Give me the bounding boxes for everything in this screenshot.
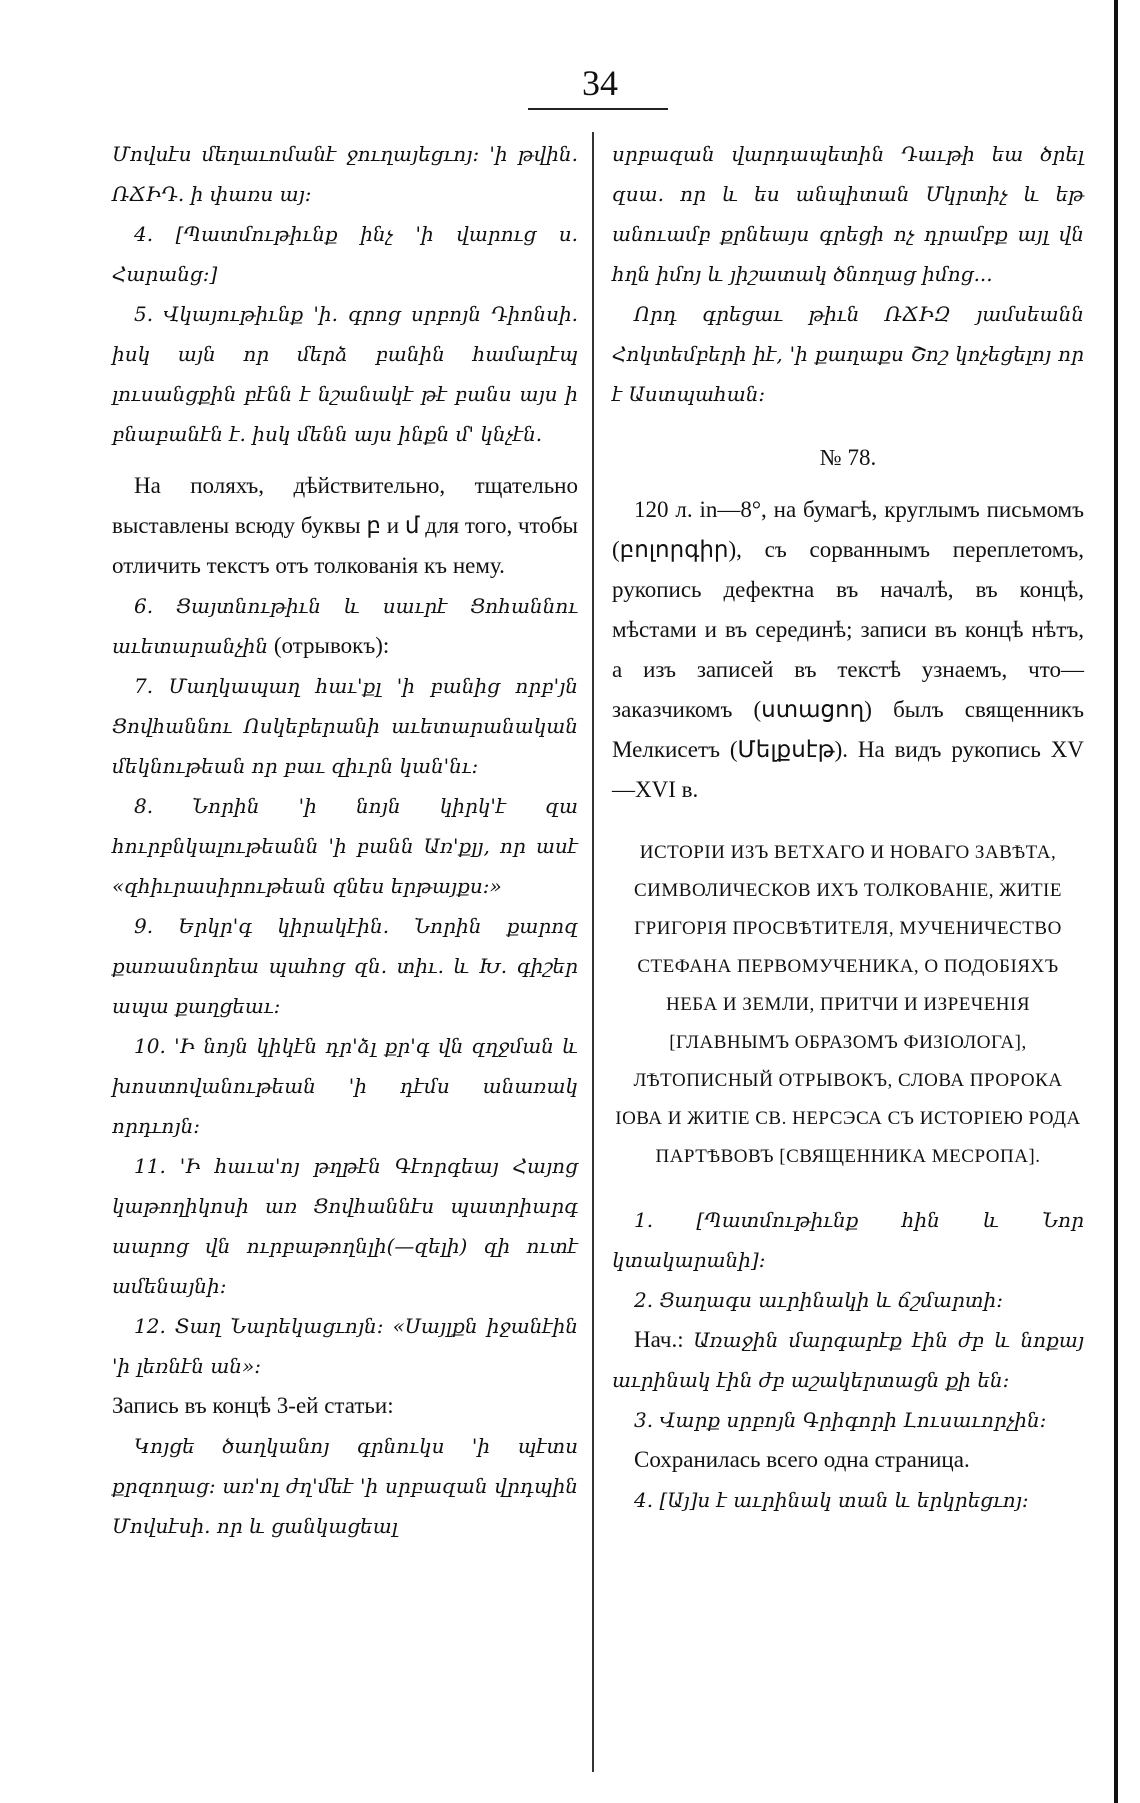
right-paragraph: [612, 1320, 1084, 1400]
left-paragraph: 7. Մաղկապաղ հաւ'քլ 'ի բանից որբ'յն Ցովհաննու Ոսկեբերանի աւետարանական մեկնութեան որ բաւ զիւրն կան'նւ:: [112, 674, 578, 778]
left-paragraph: На поляхъ, дѣйствительно, тщательно выставлены всюду буквы բ и մ для того, чтобы отличить текстъ отъ толкованія къ нему.: [112, 473, 578, 578]
incipit-label: Нач.:: [634, 1327, 694, 1352]
contents-summary: ИСТОРІИ ИЗЪ ВЕТХАГО И НОВАГО ЗАВѢТА, СИМВОЛИЧЕСКОВ ИХЪ ТОЛКОВАНІЕ, ЖИТІЕ ГРИГОРІЯ ПРОСВѢТИТЕЛЯ, МУЧЕНИЧЕСТВО СТЕФАНА ПЕРВОМУЧЕНИКА, О ПОДОБІЯХЪ НЕБА И ЗЕМЛИ, ПРИТЧИ И ИЗРЕЧЕНІЯ [ГЛАВНЫМЪ ОБРАЗОМЪ ФИЗІОЛОГА], ЛѢТОПИСНЫЙ ОТРЫВОКЪ, СЛОВА ПРОРОКА ІОВА И ЖИТІЕ СВ. НЕРСЭСА СЪ ИСТОРІЕЮ РОДА ПАРТѢВОВЪ [СВЯЩЕННИКА МЕСРОПА].: [615, 842, 1081, 1167]
right-column: [612, 134, 1084, 1520]
right-paragraph: 1. [Պատմութիւնք հին և Նոր կտակարանի]:: [612, 1208, 1084, 1272]
armenian-title: 6. Ցայտնութիւն և սաւրէ Ցոհաննու աւետարանչին: [112, 594, 578, 658]
left-paragraph: Запись въ концѣ 3-ей статьи:: [112, 1393, 394, 1418]
right-paragraph: Сохранилась всего одна страница.: [634, 1447, 970, 1472]
left-paragraph: [112, 586, 578, 666]
manuscript-description: 120 л. in—8°, на бумагѣ, круглымъ письмомъ (բոլորգիր), съ сорваннымъ переплетомъ, рукопись дефектна въ началѣ, въ концѣ, мѣстами и въ серединѣ; записи въ концѣ нѣтъ, а изъ записей въ текстѣ узнаемъ, что—заказчикомъ (ստացող) былъ священникъ Мелкисетъ (Մելքսէթ). На видъ рукопись XV—XVI в.: [612, 497, 1084, 802]
left-paragraph: 10. 'Ի նոյն կիկէն դր'ձլ քր'գ վն զղջման և խոստովանութեան 'ի դէմս անառակ որդւոյն:: [112, 1034, 578, 1138]
page-number: 34: [582, 63, 618, 103]
left-column: [112, 134, 578, 1546]
left-paragraph: Մովսէս մեղաւոմանէ ջուղայեցւոյ: 'ի թվին. ՌՃԻԴ. ի փառս այ:: [112, 142, 578, 206]
left-paragraph: 4. [Պատմութիւնք ինչ 'ի վարուց ս. Հարանց:]: [112, 222, 578, 286]
right-paragraph: 2. Ցաղագս աւրինակի և ճշմարտի:: [634, 1288, 1003, 1312]
left-paragraph: 5. Վկայութիւնք 'ի. գրոց սրբոյն Դիոնսի. իսկ այն որ մերձ բանին համարէպ լուսանցքին բէնն է նշանակէ թէ բանս այս ի բնաբանէն է. իսկ մենն այս ինքն մ' կնչէն.: [112, 302, 578, 446]
column-divider: [592, 132, 594, 1772]
left-paragraph: 8. Նորին 'ի նոյն կիրկ'է զա հուրբնկալութեանն 'ի բանն Առ'քլյ, որ ասէ «զհիւրասիրութեան զնես երթայքս:»: [112, 794, 578, 898]
incipit-text: Առաջին մարգարէք էին ժբ և նոքայ աւրինակ էին ժբ աշակերտացն քի են:: [612, 1328, 1085, 1392]
right-paragraph: սրբազան վարդապետին Դաւթի եա ծրել զսա. որ և ես անպիտան Մկրտիչ և եթ անուամբ քրնեայս գրեցի ոչ դրամբք այլ վն հղն իմոյ և յիշատակ ծնողաց իմոց...: [612, 142, 1084, 286]
right-paragraph: 3. Վարք սրբոյն Գրիգորի Լուսաւորչին:: [634, 1408, 1047, 1432]
manuscript-number-heading: № 78.: [819, 445, 877, 470]
russian-note: (отрывокъ):: [268, 633, 390, 658]
right-paragraph: Որդ գրեցաւ թիւն ՌՃԻԶ յամսեանն Հոկտեմբերի իէ, 'ի քաղաքս Շոշ կոչեցելոյ որ է Աստպահան:: [612, 302, 1084, 406]
right-edge-rule: [1114, 0, 1118, 1803]
left-paragraph: 11. 'Ի հաւա'ոյ թղթէն Գէորգեայ Հայոց կաթողիկոսի առ Ցովհաննէս պատրիարգ աարոց վն ուրբաթողնլի(—զելի) զի ուտէ ամենայնի:: [112, 1154, 578, 1298]
left-paragraph: 9. Երկր'գ կիրակէին. Նորին քարոզ քառասնորեա պահոց զն. տիւ. և Խ. գիշեր ապա քաղցեաւ:: [112, 914, 578, 1018]
right-paragraph: 4. [Այ]ս է աւրինակ տան և երկրեցւոյ:: [634, 1488, 1029, 1512]
left-paragraph: Կոյցե ծաղկանոյ գրնուկս 'ի պէտս քրզողաց: առ'ոլ ժղ'մեէ 'ի սրբազան վրդպին Մովսէսի. որ և ցանկացեալ: [112, 1434, 578, 1538]
left-paragraph: 12. Տաղ Նարեկացւոյն: «Սայլքն իջանէին 'ի լեռնէն ան»:: [112, 1314, 578, 1378]
header-rule: [528, 108, 668, 110]
